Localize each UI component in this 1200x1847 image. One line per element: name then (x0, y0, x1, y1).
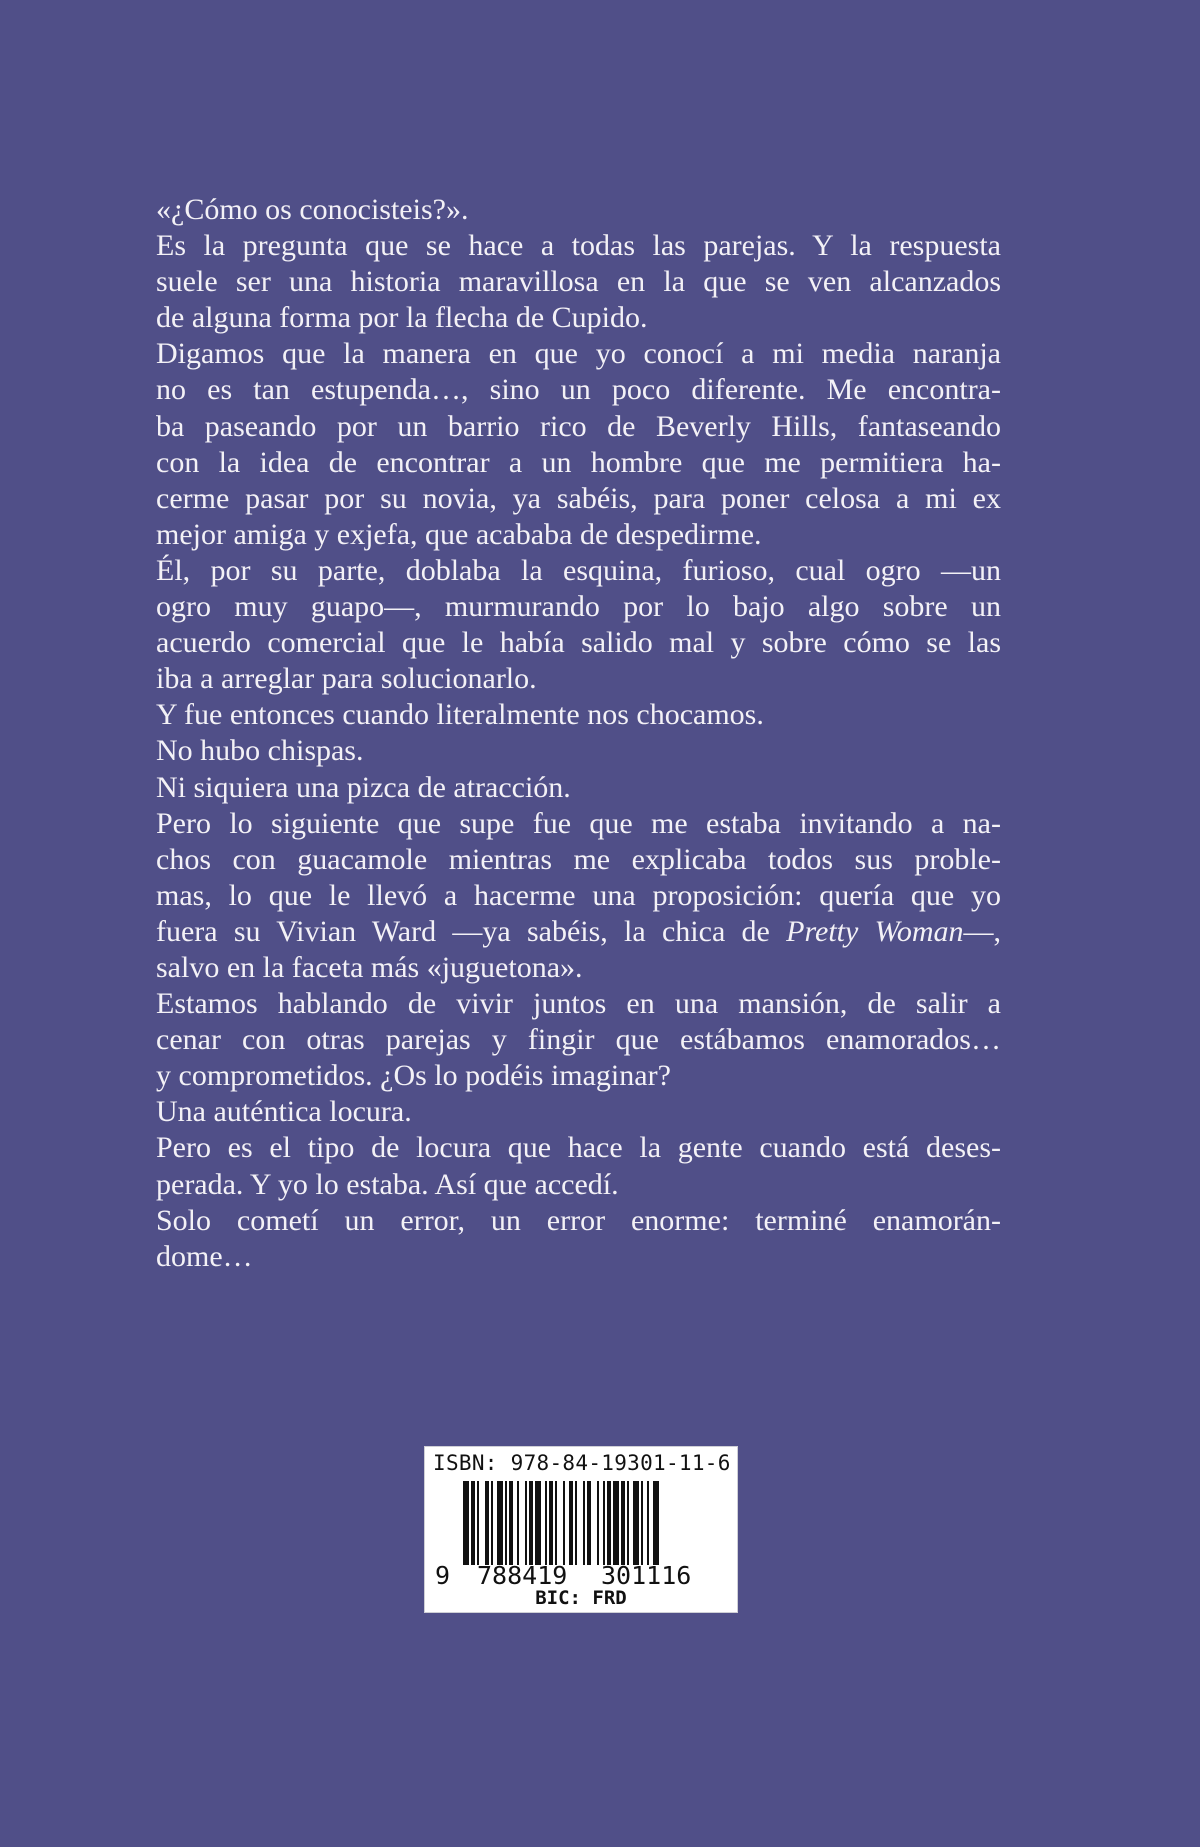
barcode-bar (647, 1481, 649, 1565)
back-cover-blurb (156, 192, 1001, 1275)
blurb-line: dome… (156, 1239, 253, 1273)
blurb-line: perada. Y yo lo estaba. Así que accedí. (156, 1167, 619, 1201)
blurb-line: ba paseando por un barrio rico de Beverly Hills, fantaseando (156, 409, 1001, 443)
barcode-bars (463, 1481, 727, 1565)
blurb-line: Ni siquiera una pizca de atracción. (156, 770, 571, 804)
barcode-digit-first: 9 (435, 1561, 451, 1590)
blurb-line: ogro muy guapo—, murmurando por lo bajo algo sobre un (156, 590, 1001, 624)
barcode-bar (575, 1481, 577, 1565)
barcode-digits-right: 301116 (601, 1561, 692, 1590)
book-title-reference: Pretty Woman (786, 914, 964, 948)
barcode-bar (529, 1481, 533, 1565)
blurb-line: mas, lo que le llevó a hacerme una proposición: quería que yo (156, 878, 1001, 912)
barcode-bar (471, 1481, 475, 1565)
barcode-bar (627, 1481, 629, 1565)
blurb-line: con la idea de encontrar a un hombre que me permitiera ha- (156, 445, 1001, 479)
blurb-line: Digamos que la manera en que yo conocí a mi media naranja (156, 337, 1001, 371)
barcode-bar (535, 1481, 541, 1565)
blurb-line: cenar con otras parejas y fingir que estábamos enamorados… (156, 1023, 1001, 1057)
barcode-bar (633, 1481, 639, 1565)
blurb-line: Pero es el tipo de locura que hace la gente cuando está deses- (156, 1131, 1001, 1165)
blurb-line-text: —, (963, 914, 1001, 948)
barcode-bar (517, 1481, 519, 1565)
barcode-bar (477, 1481, 479, 1565)
blurb-line: acuerdo comercial que le había salido mal y sobre cómo se las (156, 626, 1001, 660)
bic-code: BIC: FRD (535, 1587, 627, 1609)
blurb-line: «¿Cómo os conocisteis?». (156, 193, 469, 226)
isbn-barcode-label (424, 1446, 738, 1613)
blurb-line: mejor amiga y exjefa, que acababa de despedirme. (156, 517, 762, 551)
blurb-line: iba a arreglar para solucionarlo. (156, 662, 537, 696)
blurb-line: salvo en la faceta más «juguetona». (156, 950, 583, 984)
blurb-line: cerme pasar por su novia, ya sabéis, para poner celosa a mi ex (156, 481, 1001, 515)
barcode-bar (497, 1481, 503, 1565)
barcode-bar (603, 1481, 605, 1565)
blurb-line: no es tan estupenda…, sino un poco diferente. Me encontra- (156, 373, 1001, 407)
blurb-line: Es la pregunta que se hace a todas las parejas. Y la respuesta (156, 229, 1001, 263)
barcode-bar (607, 1481, 611, 1565)
blurb-line: Él, por su parte, doblaba la esquina, furioso, cual ogro —un (156, 553, 1001, 587)
blurb-line: Solo cometí un error, un error enorme: terminé enamorán- (156, 1203, 1001, 1237)
barcode-bar (621, 1481, 625, 1565)
blurb-line: suele ser una historia maravillosa en la que se ven alcanzados (156, 265, 1001, 299)
isbn-number: ISBN: 978-84-19301-11-6 (433, 1451, 731, 1475)
barcode-bar (583, 1481, 585, 1565)
blurb-line: y comprometidos. ¿Os lo podéis imaginar? (156, 1059, 671, 1093)
barcode-bar (641, 1481, 643, 1565)
barcode-bar (505, 1481, 507, 1565)
barcode-bar (491, 1481, 493, 1565)
barcode-bar (549, 1481, 553, 1565)
blurb-line: No hubo chispas. (156, 734, 364, 768)
blurb-line: Una auténtica locura. (156, 1095, 412, 1129)
barcode-bar (587, 1481, 591, 1565)
blurb-line: chos con guacamole mientras me explicaba todos sus proble- (156, 842, 1001, 876)
barcode-bar (569, 1481, 573, 1565)
barcode-bar (525, 1481, 527, 1565)
blurb-line: Y fue entonces cuando literalmente nos chocamos. (156, 698, 764, 732)
barcode-digits-left: 788419 (477, 1561, 568, 1590)
blurb-line: Estamos hablando de vivir juntos en una mansión, de salir a (156, 987, 1001, 1021)
barcode-bar (485, 1481, 489, 1565)
barcode-bar (555, 1481, 557, 1565)
barcode-bar (463, 1481, 469, 1565)
blurb-line-text: fuera su Vivian Ward —ya sabéis, la chica de (156, 914, 787, 948)
barcode-bar (509, 1481, 513, 1565)
barcode-bar (653, 1481, 659, 1565)
barcode-bar (613, 1481, 619, 1565)
blurb-line (156, 914, 1001, 950)
barcode-bar (545, 1481, 547, 1565)
barcode-bar (563, 1481, 565, 1565)
blurb-line: de alguna forma por la flecha de Cupido. (156, 301, 648, 335)
barcode-bar (597, 1481, 599, 1565)
blurb-line: Pero lo siguiente que supe fue que me estaba invitando a na- (156, 806, 1001, 840)
